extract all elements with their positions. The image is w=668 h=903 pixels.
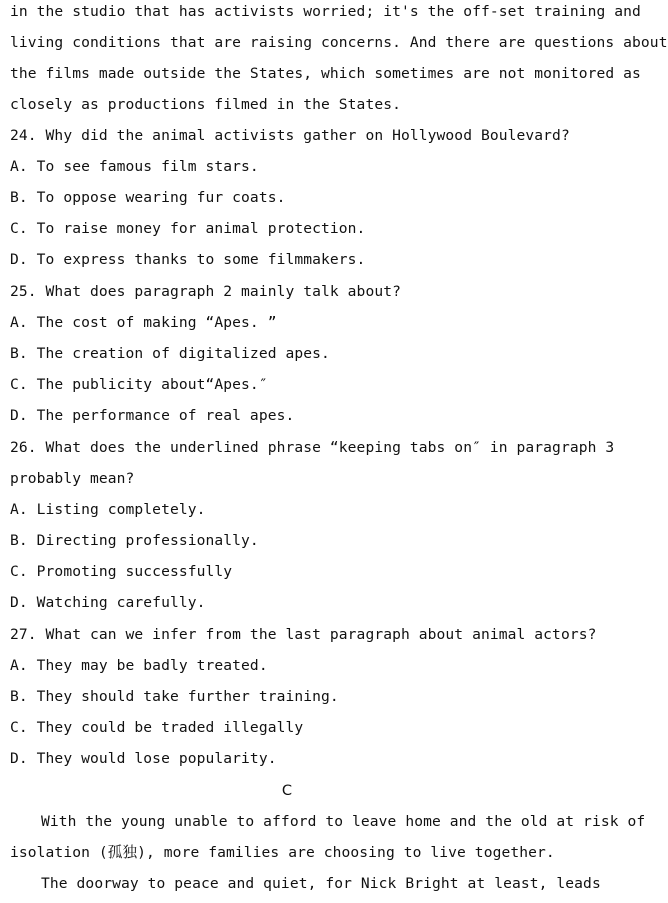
q26-option-c: C. Promoting successfully: [10, 563, 233, 580]
q25-option-a: A. The cost of making “Apes. ”: [10, 314, 277, 331]
q24-option-a: A. To see famous film stars.: [10, 158, 259, 175]
q27-option-d: D. They would lose popularity.: [10, 750, 277, 767]
q27-option-b: B. They should take further training.: [10, 688, 339, 705]
q24-option-c: C. To raise money for animal protection.: [10, 220, 366, 237]
passage-line: the films made outside the States, which sometimes are not monitored as: [10, 65, 641, 82]
q24-option-d: D. To express thanks to some filmmakers.: [10, 251, 366, 268]
section-heading: C: [281, 782, 293, 799]
passage-line: living conditions that are raising concerns. And there are questions about: [10, 34, 668, 51]
section-c-paragraph-line: With the young unable to afford to leave home and the old at risk of: [41, 813, 646, 830]
q25-option-c: C. The publicity about“Apes.″: [10, 376, 268, 393]
passage-line: in the studio that has activists worried; it's the off-set training and: [10, 3, 641, 20]
q27-option-c: C. They could be traded illegally: [10, 719, 304, 736]
q26-option-b: B. Directing professionally.: [10, 532, 259, 549]
q24-option-b: B. To oppose wearing fur coats.: [10, 189, 286, 206]
q27-option-a: A. They may be badly treated.: [10, 657, 268, 674]
question-26-continued: probably mean?: [10, 470, 135, 487]
passage-line: closely as productions filmed in the States.: [10, 96, 401, 113]
q25-option-b: B. The creation of digitalized apes.: [10, 345, 330, 362]
section-c-paragraph-line: isolation (孤独), more families are choosing to live together.: [10, 844, 555, 861]
q25-option-d: D. The performance of real apes.: [10, 407, 295, 424]
question-26: 26. What does the underlined phrase “keeping tabs on″ in paragraph 3: [10, 439, 615, 456]
question-25: 25. What does paragraph 2 mainly talk about?: [10, 283, 401, 300]
q26-option-a: A. Listing completely.: [10, 501, 206, 518]
question-24: 24. Why did the animal activists gather on Hollywood Boulevard?: [10, 127, 570, 144]
section-c-paragraph-line: The doorway to peace and quiet, for Nick Bright at least, leads: [41, 875, 601, 892]
question-27: 27. What can we infer from the last paragraph about animal actors?: [10, 626, 597, 643]
q26-option-d: D. Watching carefully.: [10, 594, 206, 611]
